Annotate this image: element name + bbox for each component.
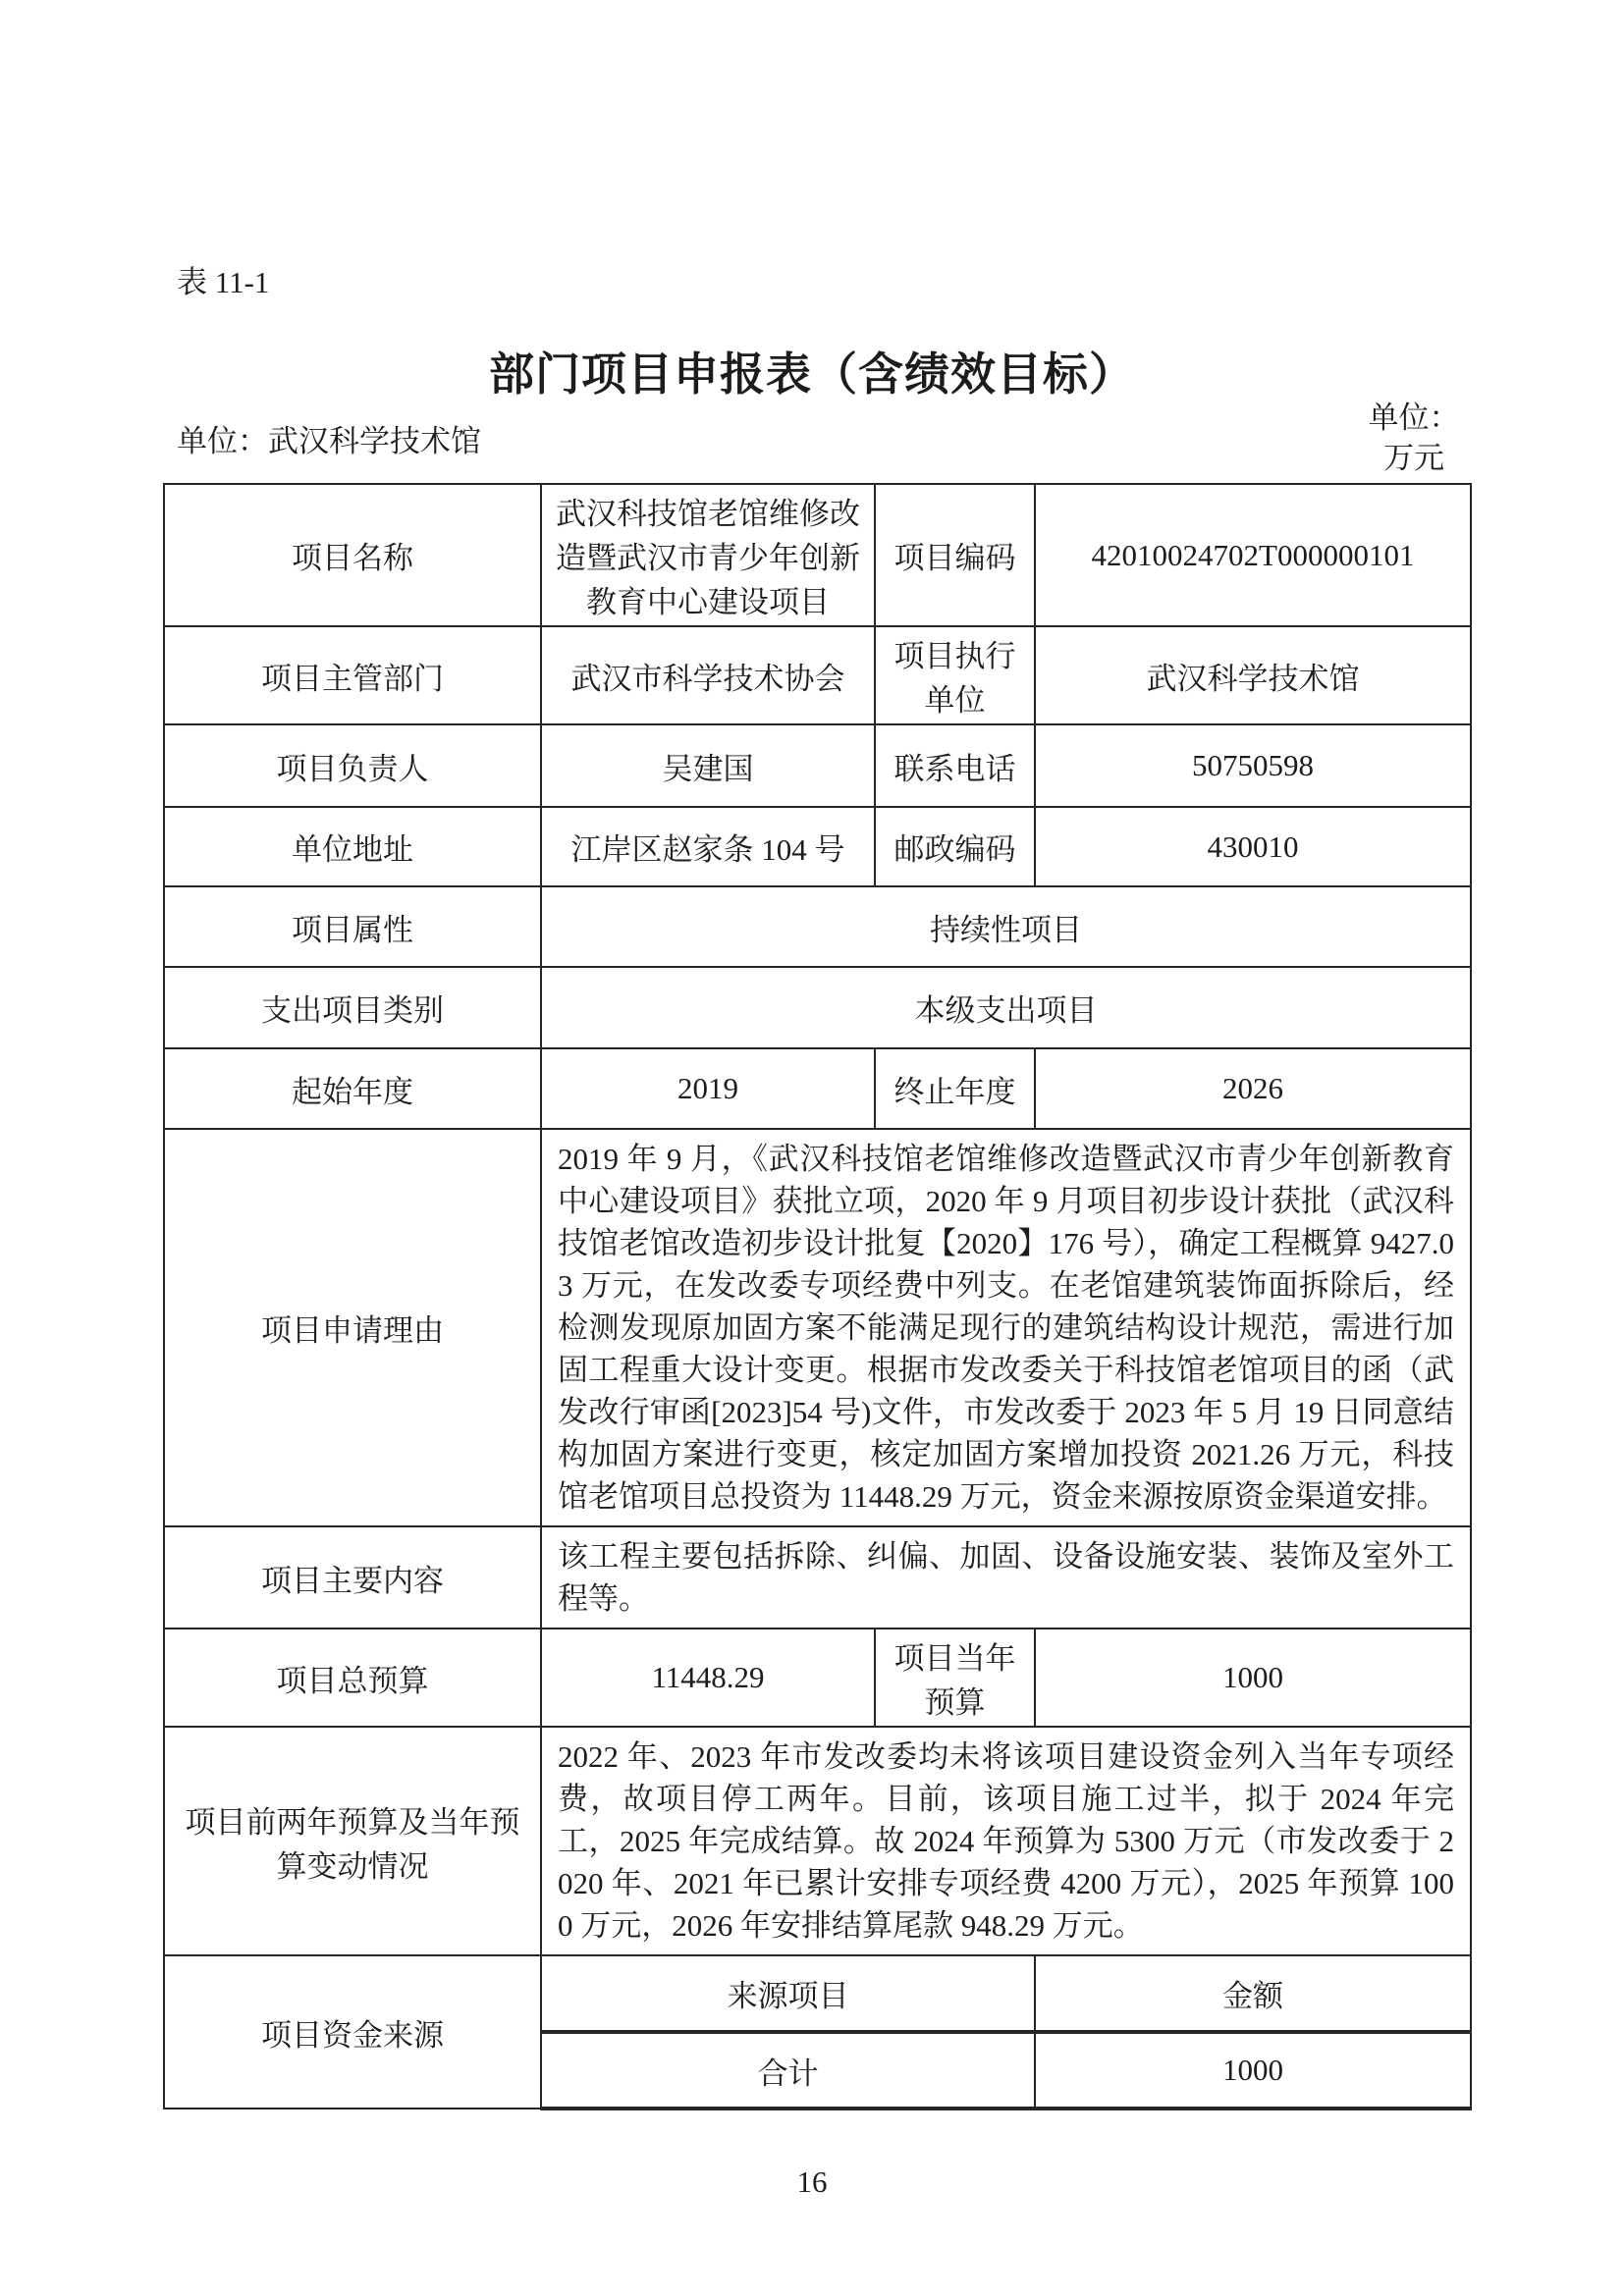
start-year-value: 2019 (541, 1048, 875, 1129)
funding-source-label: 项目资金来源 (164, 1955, 541, 2109)
attribute-label: 项目属性 (164, 886, 541, 967)
main-content-label: 项目主要内容 (164, 1526, 541, 1629)
project-name-value: 武汉科技馆老馆维修改造暨武汉市青少年创新教育中心建设项目 (541, 484, 875, 626)
postcode-value: 430010 (1035, 807, 1471, 886)
project-code-value: 42010024702T000000101 (1035, 484, 1471, 626)
budget-changes-value: 2022 年、2023 年市发改委均未将该项目建设资金列入当年专项经费，故项目停工两年。目前，该项目施工过半，拟于 2024 年完工，2025 年完成结算。故 2024 年预算为 5300 万元（市发改委于 2020 年、2021 年已累计安排专项经费 4200 万元），2025 年预算 1000 万元，2026 年安排结算尾款 948.29 万元。 (541, 1727, 1471, 1955)
table-reference: 表 11-1 (177, 265, 270, 299)
page-title: 部门项目申报表（含绩效目标） (489, 348, 1135, 400)
table-row (164, 724, 1471, 807)
table-row (164, 886, 1471, 967)
table-row (164, 484, 1471, 626)
table-row (164, 807, 1471, 886)
funding-total-amount: 1000 (1035, 2032, 1471, 2109)
phone-value: 50750598 (1035, 724, 1471, 807)
supervisor-dept-label: 项目主管部门 (164, 626, 541, 724)
project-name-label: 项目名称 (164, 484, 541, 626)
leader-label: 项目负责人 (164, 724, 541, 807)
table-row (164, 1955, 1471, 2032)
start-year-label: 起始年度 (164, 1048, 541, 1129)
table-row (164, 967, 1471, 1048)
application-reason-label: 项目申请理由 (164, 1129, 541, 1526)
funding-amount-header: 金额 (1035, 1955, 1471, 2032)
table-row (164, 1526, 1471, 1629)
table-row (164, 1048, 1471, 1129)
page-number: 16 (796, 2164, 828, 2199)
unit-organization: 单位：武汉科学技术馆 (177, 424, 481, 458)
supervisor-dept-value: 武汉市科学技术协会 (541, 626, 875, 724)
expenditure-category-label: 支出项目类别 (164, 967, 541, 1048)
project-application-table (163, 483, 1472, 2110)
funding-source-header: 来源项目 (541, 1955, 1035, 2032)
total-budget-value: 11448.29 (541, 1629, 875, 1727)
table-row (164, 1129, 1471, 1526)
end-year-label: 终止年度 (875, 1048, 1035, 1129)
attribute-value: 持续性项目 (541, 886, 1471, 967)
postcode-label: 邮政编码 (875, 807, 1035, 886)
table-row (164, 626, 1471, 724)
end-year-value: 2026 (1035, 1048, 1471, 1129)
funding-total-label: 合计 (541, 2032, 1035, 2109)
phone-label: 联系电话 (875, 724, 1035, 807)
unit-currency: 单位：万元 (1368, 400, 1460, 475)
address-value: 江岸区赵家条 104 号 (541, 807, 875, 886)
current-year-budget-label: 项目当年预算 (875, 1629, 1035, 1727)
table-row (164, 1727, 1471, 1955)
executing-unit-label: 项目执行单位 (875, 626, 1035, 724)
expenditure-category-value: 本级支出项目 (541, 967, 1471, 1048)
budget-changes-label: 项目前两年预算及当年预算变动情况 (164, 1727, 541, 1955)
leader-value: 吴建国 (541, 724, 875, 807)
current-year-budget-value: 1000 (1035, 1629, 1471, 1727)
project-code-label: 项目编码 (875, 484, 1035, 626)
address-label: 单位地址 (164, 807, 541, 886)
table-row (164, 1629, 1471, 1727)
executing-unit-value: 武汉科学技术馆 (1035, 626, 1471, 724)
application-reason-value: 2019 年 9 月，《武汉科技馆老馆维修改造暨武汉市青少年创新教育中心建设项目》获批立项，2020 年 9 月项目初步设计获批（武汉科技馆老馆改造初步设计批复【2020】176 号），确定工程概算 9427.03 万元，在发改委专项经费中列支。在老馆建筑装饰面拆除后，经检测发现原加固方案不能满足现行的建筑结构设计规范，需进行加固工程重大设计变更。根据市发改委关于科技馆老馆项目的函（武发改行审函[2023]54 号)文件，市发改委于 2023 年 5 月 19 日同意结构加固方案进行变更，核定加固方案增加投资 2021.26 万元，科技馆老馆项目总投资为 11448.29 万元，资金来源按原资金渠道安排。 (541, 1129, 1471, 1526)
total-budget-label: 项目总预算 (164, 1629, 541, 1727)
main-content-value: 该工程主要包括拆除、纠偏、加固、设备设施安装、装饰及室外工程等。 (541, 1526, 1471, 1629)
